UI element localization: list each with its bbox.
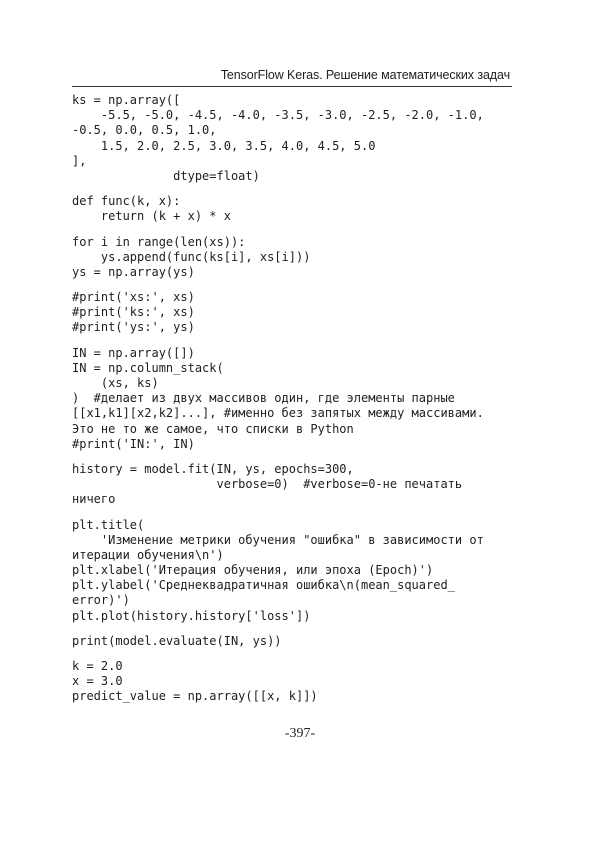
code-line: -5.5, -5.0, -4.5, -4.0, -3.5, -3.0, -2.5, -2.0, -1.0, (72, 108, 484, 123)
code-line: Это не то же самое, что списки в Python (72, 421, 354, 436)
running-header-title: TensorFlow Keras. Решение математических задач (220, 68, 510, 82)
code-line: dtype=float) (72, 168, 260, 183)
header-divider (72, 86, 512, 87)
code-line: #print('IN:', IN) (72, 436, 195, 451)
code-line: -0.5, 0.0, 0.5, 1.0, (72, 123, 217, 138)
code-blank-line (72, 280, 517, 290)
code-line: IN = np.array([]) (72, 345, 195, 360)
code-line: x = 3.0 (72, 674, 123, 689)
code-blank-line (72, 225, 517, 235)
code-line: IN = np.column_stack( (72, 360, 224, 375)
code-blank-line (72, 452, 517, 462)
code-line: error)') (72, 593, 130, 608)
code-line: def func(k, x): (72, 194, 181, 209)
code-line: #print('ks:', xs) (72, 305, 195, 320)
code-line: #print('ys:', ys) (72, 320, 195, 335)
page-number: -397- (284, 726, 316, 741)
code-blank-line (72, 508, 517, 518)
code-line: history = model.fit(IN, ys, epochs=300, (72, 461, 354, 476)
code-line: return (k + x) * x (72, 209, 231, 224)
code-line: plt.ylabel('Среднеквадратичная ошибка\n(mean_squared_ (72, 578, 455, 593)
code-blank-line (72, 184, 517, 194)
code-line: (xs, ks) (72, 376, 159, 390)
code-line: 1.5, 2.0, 2.5, 3.0, 3.5, 4.0, 4.5, 5.0 (72, 138, 376, 153)
code-line: ys = np.array(ys) (72, 264, 195, 279)
code-line: #print('xs:', xs) (72, 290, 195, 305)
code-blank-line (72, 649, 517, 659)
code-line: plt.xlabel('Итерация обучения, или эпоха (Epoch)') (72, 563, 434, 578)
code-line: ) #делает из двух массивов один, где элементы парные (72, 391, 455, 406)
code-line: ], (72, 153, 87, 168)
code-line: k = 2.0 (72, 659, 123, 673)
code-line: predict_value = np.array([[x, k]]) (72, 689, 318, 704)
code-line: plt.title( (72, 517, 145, 532)
code-line: итерации обучения\n') (72, 547, 224, 562)
code-line: plt.plot(history.history['loss']) (72, 608, 311, 623)
code-blank-line (72, 624, 517, 634)
code-line: 'Изменение метрики обучения "ошибка" в зависимости от (72, 532, 484, 547)
code-line: verbose=0) #verbose=0-не печатать (72, 477, 463, 492)
code-listing (72, 93, 517, 705)
code-line: ничего (72, 492, 116, 507)
code-line: ys.append(func(ks[i], xs[i])) (72, 249, 311, 264)
code-blank-line (72, 336, 517, 346)
code-line: ks = np.array([ (72, 93, 181, 107)
code-line: [[x1,k1][x2,k2]...], #именно без запятых между массивами. (72, 406, 484, 421)
code-line: print(model.evaluate(IN, ys)) (72, 633, 282, 648)
code-line: for i in range(len(xs)): (72, 234, 246, 249)
